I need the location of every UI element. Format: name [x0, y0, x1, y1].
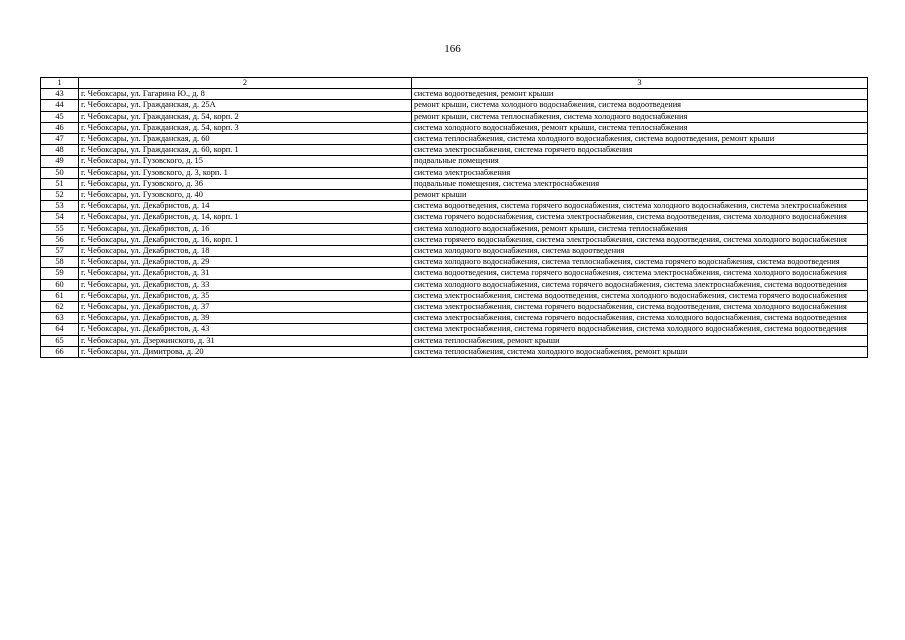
works-cell: система теплоснабжения, система холодного водоснабжения, ремонт крыши [412, 346, 868, 357]
address-cell: г. Чебоксары, ул. Гузовского, д. 40 [79, 190, 412, 201]
works-cell: система водоотведения, ремонт крыши [412, 89, 868, 100]
address-cell: г. Чебоксары, ул. Гагарина Ю., д. 8 [79, 89, 412, 100]
address-cell: г. Чебоксары, ул. Декабристов, д. 14, корп. 1 [79, 212, 412, 223]
address-cell: г. Чебоксары, ул. Гражданская, д. 60, корп. 1 [79, 145, 412, 156]
row-number-cell: 46 [41, 122, 79, 133]
row-number-cell: 51 [41, 178, 79, 189]
table-row [41, 290, 868, 301]
address-cell: г. Чебоксары, ул. Гузовского, д. 3, корп. 1 [79, 167, 412, 178]
table-row [41, 223, 868, 234]
table-row [41, 302, 868, 313]
page-number: 166 [444, 43, 461, 55]
row-number-cell: 61 [41, 290, 79, 301]
row-number-cell: 53 [41, 201, 79, 212]
works-cell: система водоотведения, система горячего водоснабжения, система холодного водоснабжения, система электроснабжения [412, 201, 868, 212]
row-number-cell: 59 [41, 268, 79, 279]
works-cell: система холодного водоснабжения, система теплоснабжения, система горячего водоснабжения, система водоотведения [412, 257, 868, 268]
header-cell-2: 2 [79, 78, 412, 89]
address-cell: г. Чебоксары, ул. Гражданская, д. 54, корп. 2 [79, 111, 412, 122]
works-cell: ремонт крыши, система холодного водоснабжения, система водоотведения [412, 100, 868, 111]
row-number-cell: 52 [41, 190, 79, 201]
table-body [41, 78, 868, 358]
address-cell: г. Чебоксары, ул. Декабристов, д. 39 [79, 313, 412, 324]
works-cell: система горячего водоснабжения, система электроснабжения, система водоотведения, система холодного водоснабжения [412, 234, 868, 245]
table-row [41, 89, 868, 100]
row-number-cell: 64 [41, 324, 79, 335]
table-row [41, 156, 868, 167]
row-number-cell: 47 [41, 134, 79, 145]
works-cell: ремонт крыши [412, 190, 868, 201]
table-row [41, 134, 868, 145]
works-cell: подвальные помещения, система электроснабжения [412, 178, 868, 189]
row-number-cell: 54 [41, 212, 79, 223]
row-number-cell: 55 [41, 223, 79, 234]
row-number-cell: 44 [41, 100, 79, 111]
address-cell: г. Чебоксары, ул. Декабристов, д. 35 [79, 290, 412, 301]
works-cell: система электроснабжения, система горячего водоснабжения, система холодного водоснабжения, система водоотведения [412, 313, 868, 324]
address-cell: г. Чебоксары, ул. Гузовского, д. 36 [79, 178, 412, 189]
row-number-cell: 45 [41, 111, 79, 122]
row-number-cell: 60 [41, 279, 79, 290]
works-cell: ремонт крыши, система теплоснабжения, система холодного водоснабжения [412, 111, 868, 122]
row-number-cell: 43 [41, 89, 79, 100]
row-number-cell: 48 [41, 145, 79, 156]
table-row [41, 234, 868, 245]
address-cell: г. Чебоксары, ул. Дзержинского, д. 31 [79, 335, 412, 346]
table-row [41, 313, 868, 324]
row-number-cell: 63 [41, 313, 79, 324]
table-row [41, 111, 868, 122]
address-cell: г. Чебоксары, ул. Гражданская, д. 54, корп. 3 [79, 122, 412, 133]
address-cell: г. Чебоксары, ул. Декабристов, д. 37 [79, 302, 412, 313]
header-cell-3: 3 [412, 78, 868, 89]
address-cell: г. Чебоксары, ул. Декабристов, д. 33 [79, 279, 412, 290]
works-cell: система электроснабжения, система горячего водоснабжения, система холодного водоснабжения, система водоотведения [412, 324, 868, 335]
works-cell: система холодного водоснабжения, система горячего водоснабжения, система электроснабжения, система водоотведения [412, 279, 868, 290]
table-row [41, 212, 868, 223]
table-row [41, 335, 868, 346]
row-number-cell: 57 [41, 246, 79, 257]
address-cell: г. Чебоксары, ул. Декабристов, д. 14 [79, 201, 412, 212]
row-number-cell: 58 [41, 257, 79, 268]
row-number-cell: 49 [41, 156, 79, 167]
table-header-row [41, 78, 868, 89]
table-row [41, 324, 868, 335]
address-cell: г. Чебоксары, ул. Декабристов, д. 29 [79, 257, 412, 268]
works-cell: система холодного водоснабжения, система водоотведения [412, 246, 868, 257]
works-cell: система электроснабжения, система горячего водоснабжения [412, 145, 868, 156]
table-row [41, 268, 868, 279]
works-cell: система электроснабжения, система горячего водоснабжения, система водоотведения, система холодного водоснабжения [412, 302, 868, 313]
works-cell: система холодного водоснабжения, ремонт крыши, система теплоснабжения [412, 223, 868, 234]
row-number-cell: 50 [41, 167, 79, 178]
address-cell: г. Чебоксары, ул. Гражданская, д. 60 [79, 134, 412, 145]
works-table [40, 77, 868, 358]
works-cell: система теплоснабжения, ремонт крыши [412, 335, 868, 346]
address-cell: г. Чебоксары, ул. Декабристов, д. 18 [79, 246, 412, 257]
table-row [41, 178, 868, 189]
address-cell: г. Чебоксары, ул. Димитрова, д. 20 [79, 346, 412, 357]
table-row [41, 122, 868, 133]
address-cell: г. Чебоксары, ул. Декабристов, д. 31 [79, 268, 412, 279]
table-row [41, 246, 868, 257]
row-number-cell: 62 [41, 302, 79, 313]
table-row [41, 279, 868, 290]
table-row [41, 201, 868, 212]
table-row [41, 190, 868, 201]
address-cell: г. Чебоксары, ул. Декабристов, д. 16, корп. 1 [79, 234, 412, 245]
works-cell: система водоотведения, система горячего водоснабжения, система электроснабжения, система холодного водоснабжения [412, 268, 868, 279]
header-cell-1: 1 [41, 78, 79, 89]
works-cell: система теплоснабжения, система холодного водоснабжения, система водоотведения, ремонт крыши [412, 134, 868, 145]
works-cell: система электроснабжения [412, 167, 868, 178]
table-row [41, 145, 868, 156]
works-cell: система горячего водоснабжения, система электроснабжения, система водоотведения, система холодного водоснабжения [412, 212, 868, 223]
row-number-cell: 66 [41, 346, 79, 357]
table-row [41, 346, 868, 357]
address-cell: г. Чебоксары, ул. Гражданская, д. 25А [79, 100, 412, 111]
address-cell: г. Чебоксары, ул. Гузовского, д. 15 [79, 156, 412, 167]
row-number-cell: 56 [41, 234, 79, 245]
table-row [41, 257, 868, 268]
table-row [41, 100, 868, 111]
table-row [41, 167, 868, 178]
address-cell: г. Чебоксары, ул. Декабристов, д. 16 [79, 223, 412, 234]
row-number-cell: 65 [41, 335, 79, 346]
works-cell: подвальные помещения [412, 156, 868, 167]
works-cell: система холодного водоснабжения, ремонт крыши, система теплоснабжения [412, 122, 868, 133]
works-cell: система электроснабжения, система водоотведения, система холодного водоснабжения, система горячего водоснабжения [412, 290, 868, 301]
address-cell: г. Чебоксары, ул. Декабристов, д. 43 [79, 324, 412, 335]
